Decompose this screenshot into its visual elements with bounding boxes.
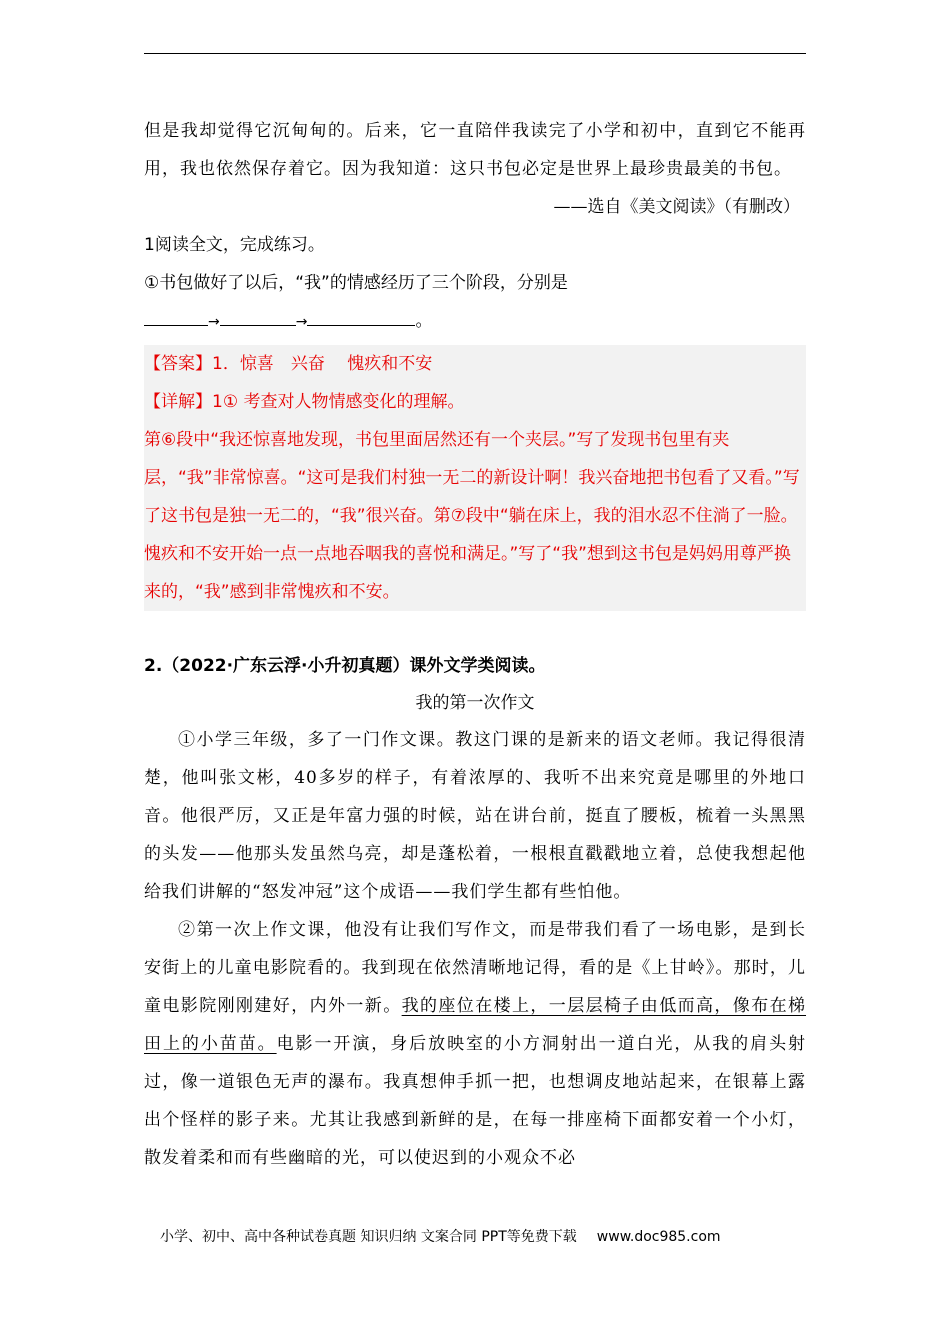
end-mark: 。 <box>415 311 433 331</box>
explanation-body: 第⑥段中“我还惊喜地发现，书包里面居然还有一个夹层。”写了发现书包里有夹层，“我”非常惊喜。“这可是我们村独一无二的新设计啊！我兴奋地把书包看了又看。”写了这书包是独一无二的，“我”很兴奋。第⑦段中“躺在床上，我的泪水忍不住淌了一脸。愧疚和不安开始一点一点地吞咽我的喜悦和满足。”写了“我”想到这书包是妈妈用尊严换来的，“我”感到非常愧疚和不安。 <box>144 430 800 602</box>
story-paragraph-1: ①小学三年级，多了一门作文课。教这门课的是新来的语文老师。我记得很清楚，他叫张文彬，40多岁的样子，有着浓厚的、我听不出来究竟是哪里的外地口音。他很严厉，又正是年富力强的时候，站在讲台前，挺直了腰板，梳着一头黑黑的头发——他那头发虽然乌亮，却是蓬松着，一根根直戳戳地立着，总使我想起他给我们讲解的“怒发冲冠”这个成语——我们学生都有些怕他。 <box>144 730 806 902</box>
answer-box <box>144 345 806 611</box>
question1-prompt: 1阅读全文，完成练习。 <box>144 235 325 255</box>
story-title: 我的第一次作文 <box>415 693 535 713</box>
story-paragraph-2 <box>144 911 806 1177</box>
question2-title: 2.（2022·广东云浮·小升初真题）课外文学类阅读。 <box>144 656 546 676</box>
p2-part-b: 电影一开演，身后放映室的小方洞射出一道白光，从我的肩头射过，像一道银色无声的瀑布。我真想伸手抓一把，也想调皮地站起来，在银幕上露出个怪样的影子来。尤其让我感到新鲜的是，在每一排座椅下面都安着一个小灯，散发着柔和而有些幽暗的光，可以使迟到的小观众不必 <box>144 1034 807 1168</box>
blank-3[interactable] <box>307 303 415 326</box>
blank-2[interactable] <box>220 303 296 326</box>
blank-1[interactable] <box>144 303 208 326</box>
page-footer <box>160 1226 721 1246</box>
header-rule <box>144 53 806 54</box>
underlined-sentence: 我的座位在楼上，一层层椅子由低而高，像布在梯田上的小苗苗。 <box>144 996 807 1054</box>
p2-part-a: ②第一次上作文课，他没有让我们写作文，而是带我们看了一场电影，是到长安街上的儿童电影院看的。我到现在依然清晰地记得，看的是《上甘岭》。那时，儿童电影院刚刚建好，内外一新。 <box>144 920 806 1016</box>
passage-source: ——选自《美文阅读》（有删改） <box>553 197 800 217</box>
arrow-2: → <box>295 314 308 330</box>
question1-sub: ①书包做好了以后，“我”的情感经历了三个阶段，分别是 <box>144 273 568 293</box>
passage-end: 但是我却觉得它沉甸甸的。后来，它一直陪伴我读完了小学和初中，直到它不能再用，我也依然保存着它。因为我知道：这只书包必定是世界上最珍贵最美的书包。 <box>144 121 806 179</box>
footer-site-link[interactable]: www.doc985.com <box>596 1229 721 1245</box>
document-body <box>144 112 806 1177</box>
answer-line: 【答案】1．惊喜 兴奋 愧疚和不安 <box>144 354 433 374</box>
explanation-line: 【详解】1① 考查对人物情感变化的理解。 <box>144 392 465 412</box>
arrow-1: → <box>208 314 220 330</box>
answer-blanks <box>144 302 806 341</box>
footer-text: 小学、初中、高中各种试卷真题 知识归纳 文案合同 PPT等免费下载 <box>160 1229 577 1245</box>
